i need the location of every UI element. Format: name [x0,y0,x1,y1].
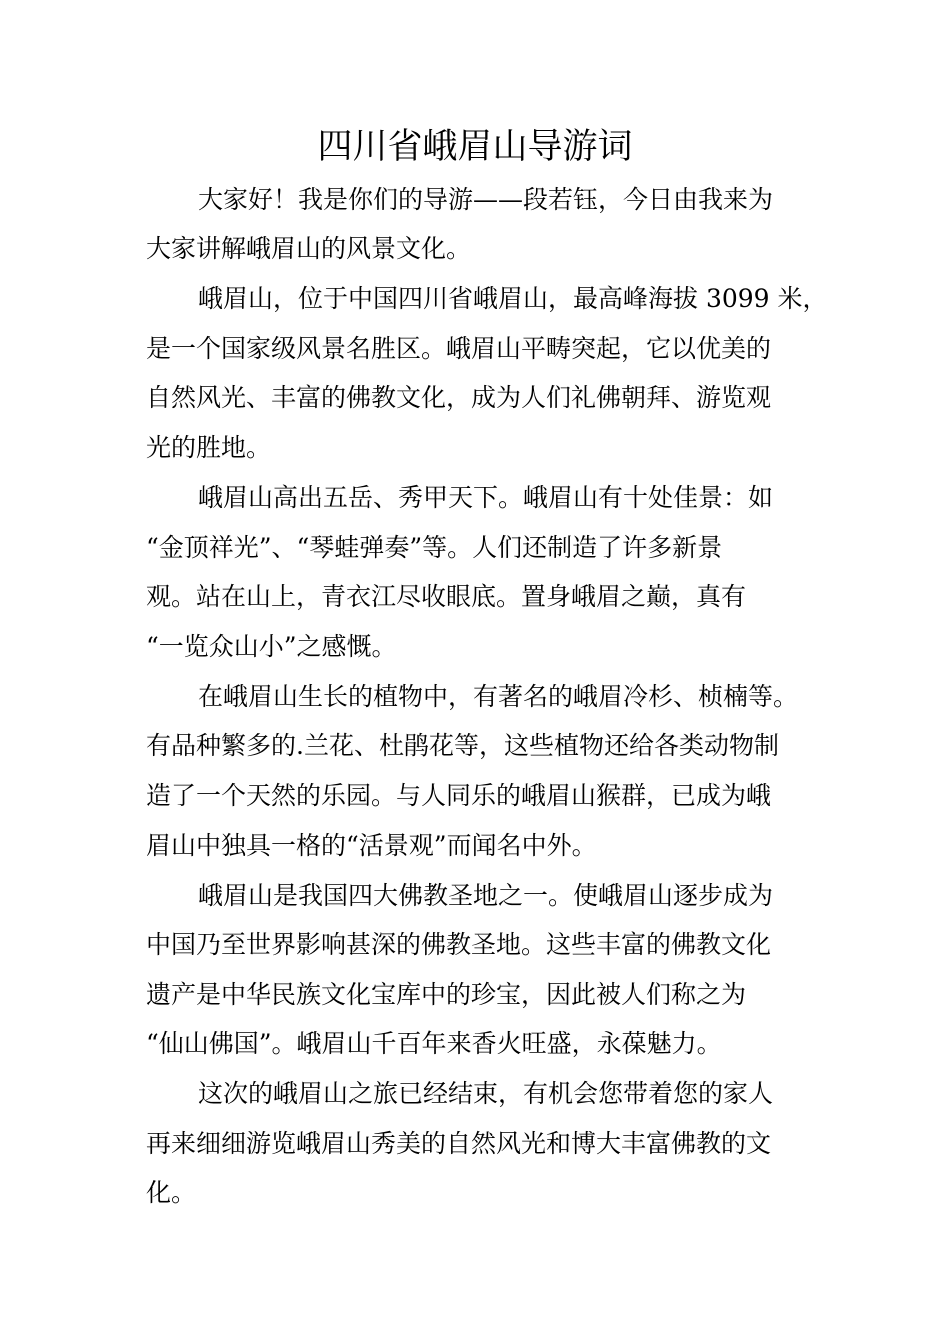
paragraph-2-line-3: 自然风光、丰富的佛教文化，成为人们礼佛朝拜、游览观 [146,383,772,412]
paragraph-5-line-3: 遗产是中华民族文化宝库中的珍宝，因此被人们称之为 [146,980,747,1009]
paragraph-2-line-1: 峨眉山，位于中国四川省峨眉山，最高峰海拔 3099 米， [198,284,828,313]
document-title: 四川省峨眉山导游词 [317,127,633,167]
paragraph-4-line-2: 有品种繁多的.兰花、杜鹃花等，这些植物还给各类动物制 [146,731,779,760]
paragraph-6-line-3: 化。 [146,1178,197,1207]
paragraph-5-line-1: 峨眉山是我国四大佛教圣地之一。使峨眉山逐步成为 [198,881,774,910]
paragraph-6-line-1: 这次的峨眉山之旅已经结束，有机会您带着您的家人 [198,1079,774,1108]
paragraph-3-line-3: 观。站在山上，青衣江尽收眼底。置身峨眉之巅，真有 [146,582,747,611]
paragraph-4-line-4: 眉山中独具一格的“活景观”而闻名中外。 [146,831,597,860]
paragraph-5-line-4: “仙山佛国”。峨眉山千百年来香火旺盛，永葆魅力。 [146,1029,722,1058]
paragraph-3-line-4: “一览众山小”之感慨。 [146,632,397,661]
paragraph-2-line-2: 是一个国家级风景名胜区。峨眉山平畴突起，它以优美的 [146,334,772,363]
paragraph-3-line-2: “金顶祥光”、“琴蛙弹奏”等。人们还制造了许多新景 [146,533,723,562]
paragraph-2-line-4: 光的胜地。 [146,433,272,462]
paragraph-4-line-3: 造了一个天然的乐园。与人同乐的峨眉山猴群，已成为峨 [146,781,772,810]
paragraph-4-line-1: 在峨眉山生长的植物中，有著名的峨眉冷杉、桢楠等。 [198,682,799,711]
paragraph-1-line-1: 大家好！我是你们的导游——段若钰，今日由我来为 [198,185,774,214]
paragraph-6-line-2: 再来细细游览峨眉山秀美的自然风光和博大丰富佛教的文 [146,1129,772,1158]
paragraph-3-line-1: 峨眉山高出五岳、秀甲天下。峨眉山有十处佳景：如 [198,483,774,512]
paragraph-1-line-2: 大家讲解峨眉山的风景文化。 [146,234,472,263]
paragraph-5-line-2: 中国乃至世界影响甚深的佛教圣地。这些丰富的佛教文化 [146,930,772,959]
